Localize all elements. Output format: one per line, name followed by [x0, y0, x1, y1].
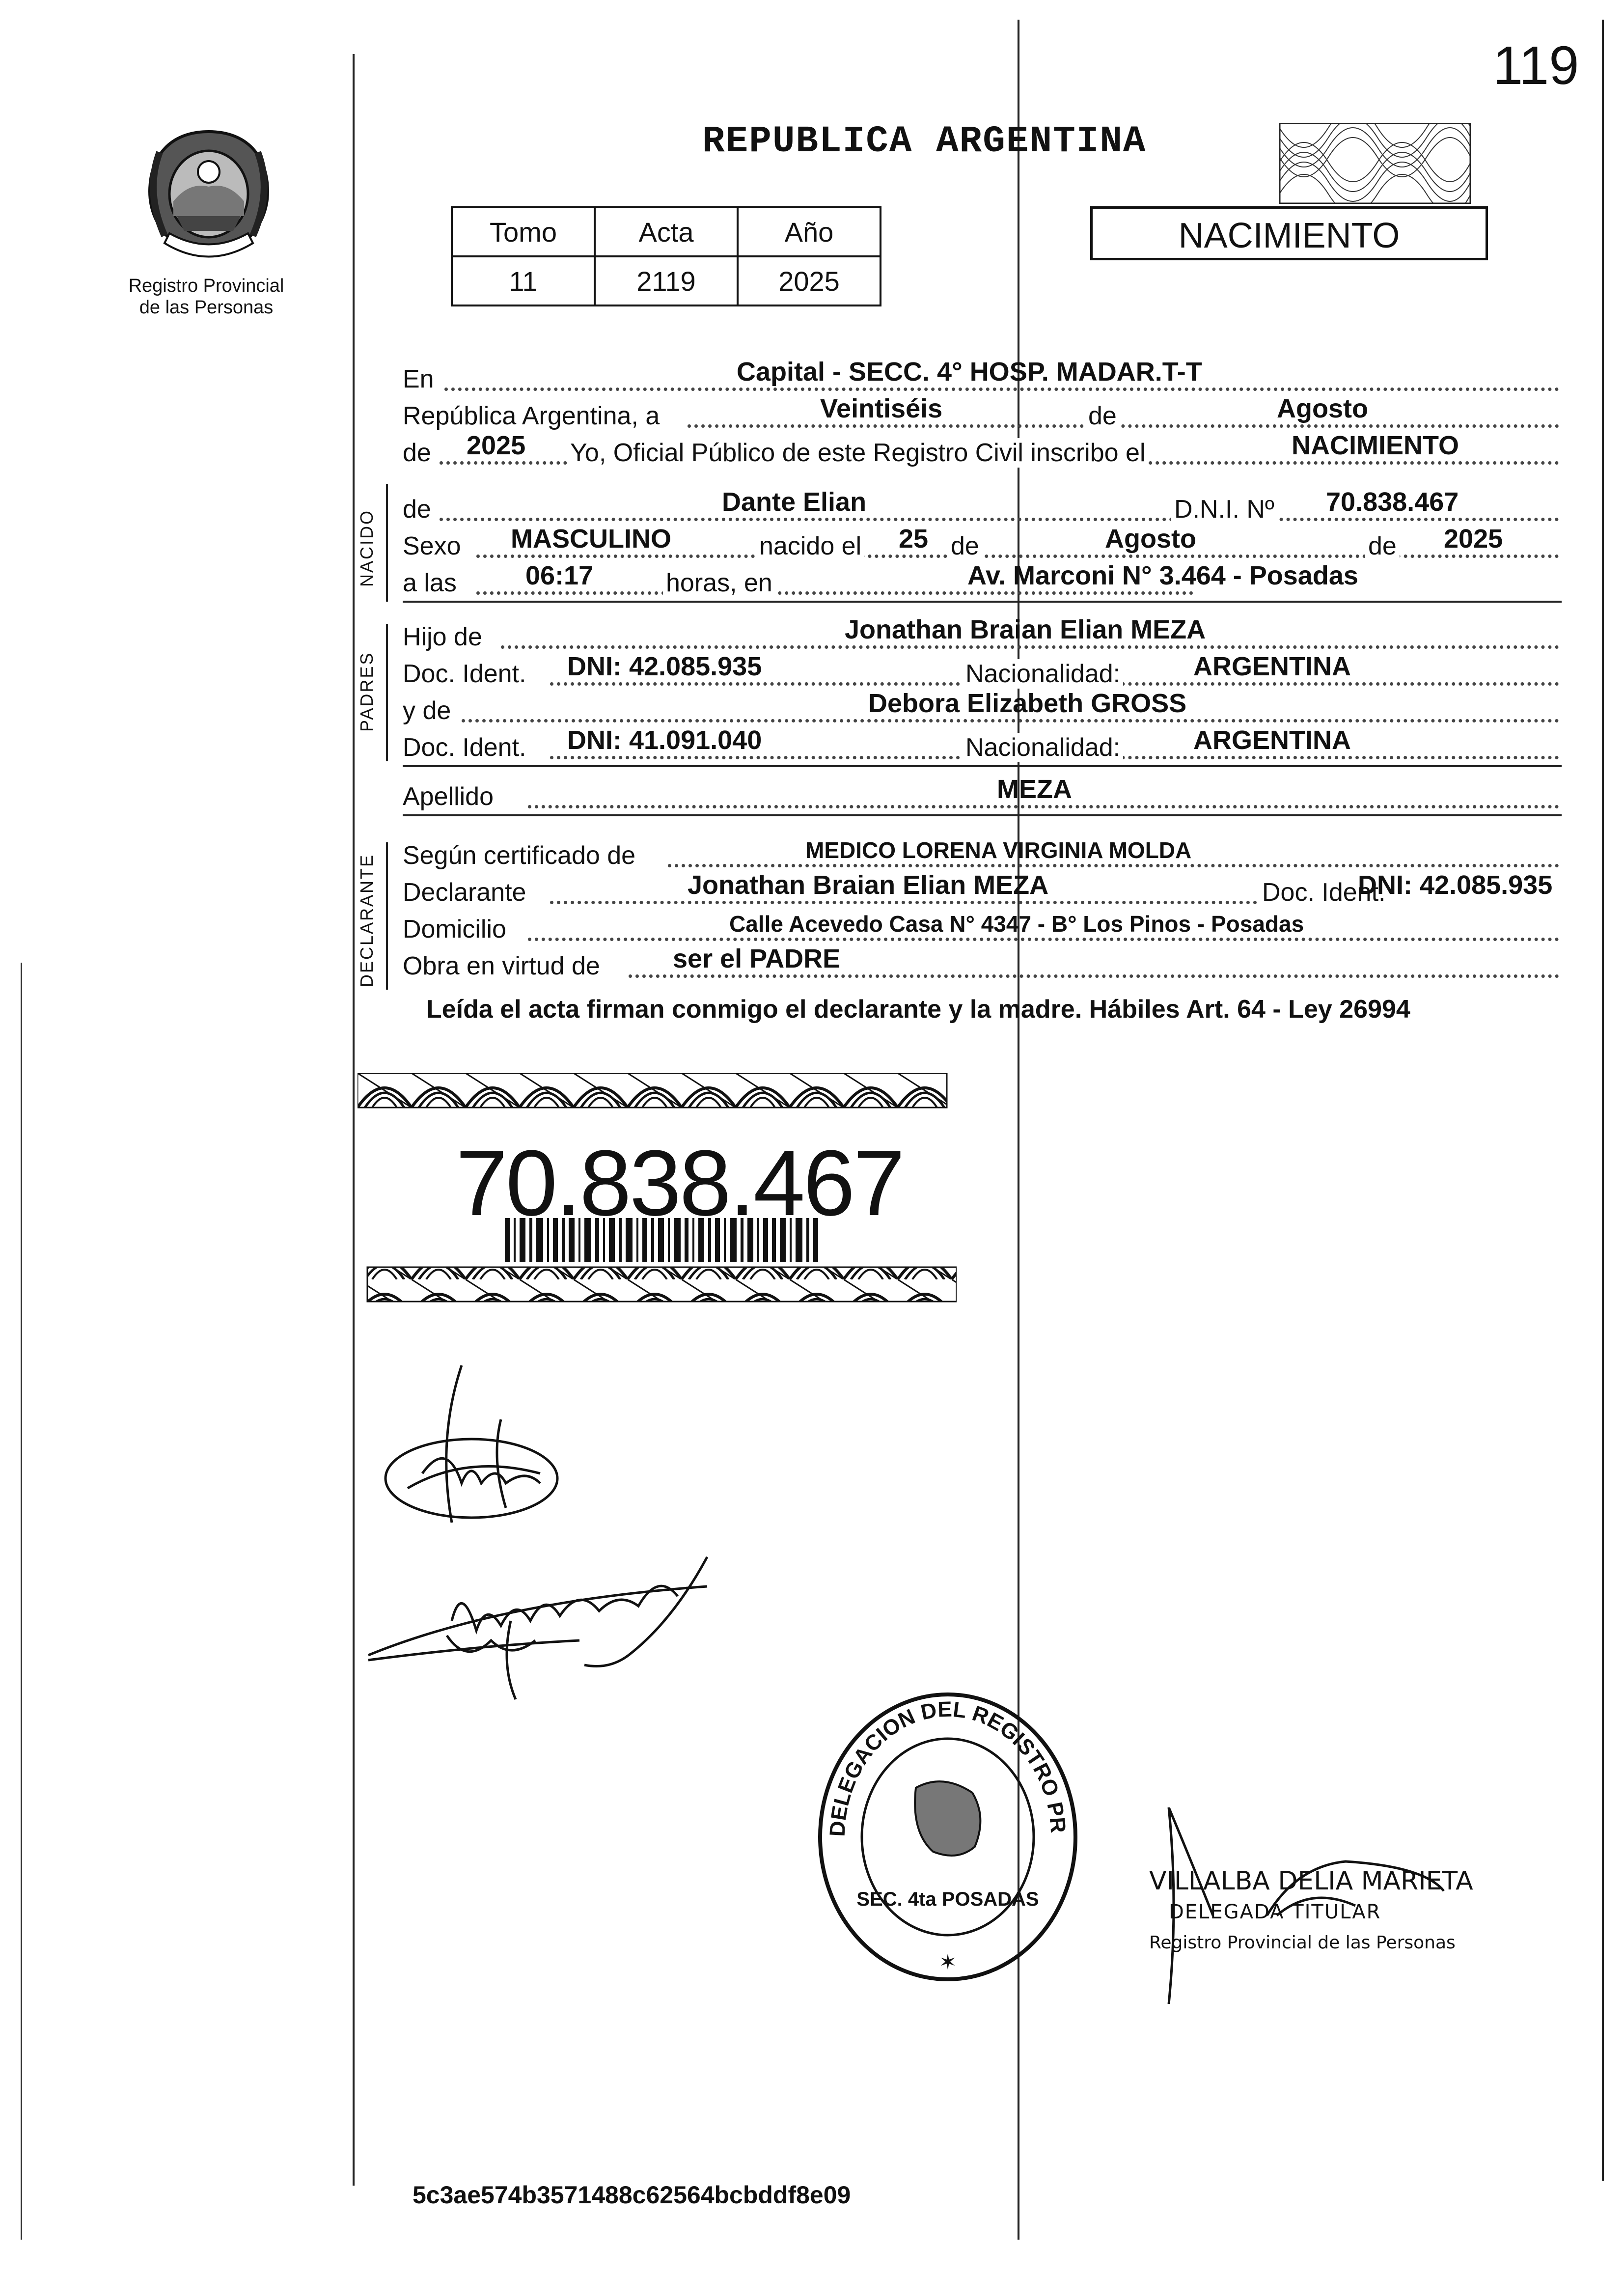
security-pattern	[1279, 123, 1471, 204]
document-title: REPUBLICA ARGENTINA	[702, 120, 1147, 163]
madre-nacionalidad: ARGENTINA	[1193, 725, 1351, 755]
anio-value: 2025	[467, 431, 526, 460]
officer-role: DELEGADA TITULAR	[1169, 1901, 1381, 1923]
stamp-inner-text: SEC. 4ta POSADAS	[856, 1888, 1039, 1910]
de-label-2: de	[403, 439, 431, 467]
row-domicilio	[403, 909, 1562, 948]
nacido-nombre: Dante Elian	[722, 487, 867, 517]
tipo-value: NACIMIENTO	[1292, 431, 1459, 460]
padres-label: PADRES	[357, 651, 377, 732]
en-label: En	[403, 365, 434, 393]
doc-ident-label-2: Doc. Ident.	[403, 733, 526, 762]
svg-text:✶: ✶	[938, 1950, 957, 1974]
nacido-bar	[386, 484, 388, 602]
sexo-value: MASCULINO	[511, 524, 671, 554]
certificado-label: Según certificado de	[403, 841, 636, 870]
row-declarante	[403, 872, 1562, 911]
dni-label: D.N.I. Nº	[1171, 495, 1277, 524]
row-en	[403, 359, 1562, 398]
officer-org: Registro Provincial de las Personas	[1149, 1933, 1456, 1953]
row-certificado	[403, 835, 1562, 874]
yo-text: Yo, Oficial Público de este Registro Civil inscribo el	[567, 438, 1149, 468]
padre-nombre: Jonathan Braian Elian MEZA	[845, 615, 1206, 644]
stamp-outer-text: DELEGACION DEL REGISTRO PR	[825, 1697, 1071, 1837]
de-label-3: de	[948, 531, 982, 561]
nacionalidad-label: Nacionalidad:	[963, 659, 1123, 689]
mother-signature	[354, 1542, 796, 1704]
nacido-el-label: nacido el	[756, 531, 864, 561]
apellido-value: MEZA	[997, 775, 1072, 804]
anio-header: Año	[738, 207, 881, 256]
document-hash: 5c3ae574b3571488c62564bcbddf8e09	[413, 2181, 851, 2209]
madre-nombre: Debora Elizabeth GROSS	[868, 689, 1187, 718]
row-nacido-hora	[403, 562, 1562, 602]
republica-label: República Argentina, a	[403, 402, 660, 430]
record-table	[451, 206, 881, 306]
declarante-label-text: Declarante	[403, 878, 526, 907]
row-yo	[403, 432, 1562, 472]
obra-value: ser el PADRE	[673, 944, 841, 973]
de-label: de	[403, 495, 431, 524]
y-de-label: y de	[403, 696, 451, 725]
edge-mark	[21, 963, 22, 2240]
row-nacido-nombre	[403, 489, 1562, 528]
padre-nacionalidad: ARGENTINA	[1193, 652, 1351, 681]
horas-en-label: horas, en	[663, 568, 775, 598]
obra-label: Obra en virtud de	[403, 952, 600, 980]
row-apellido	[403, 776, 1562, 815]
domicilio-label: Domicilio	[403, 915, 506, 943]
dni-barcode-label	[358, 1073, 957, 1304]
row-obra	[403, 945, 1562, 985]
acta-value: 2119	[595, 256, 738, 305]
row-republica	[403, 395, 1562, 435]
mes-value: Agosto	[1277, 394, 1368, 423]
logo-caption: Registro Provincial de las Personas	[128, 276, 284, 318]
tomo-header: Tomo	[452, 207, 595, 256]
official-stamp	[810, 1690, 1085, 1984]
declarante-label: DECLARANTE	[357, 853, 377, 987]
sexo-label: Sexo	[403, 532, 461, 560]
declarante-doc: DNI: 42.085.935	[1358, 870, 1553, 900]
declarant-signature	[378, 1360, 584, 1542]
barcode-number: 70.838.467	[456, 1131, 903, 1235]
madre-doc: DNI: 41.091.040	[567, 725, 762, 755]
tomo-value: 11	[452, 256, 595, 305]
hora-value: 06:17	[525, 561, 594, 590]
dia-value: Veintiséis	[820, 394, 943, 423]
domicilio-value: Calle Acevedo Casa N° 4347 - B° Los Pinos - Posadas	[729, 911, 1304, 937]
closing-statement: Leída el acta firman conmigo el declarante y la madre. Hábiles Art. 64 - Ley 26994	[426, 995, 1410, 1024]
row-padre-doc	[403, 653, 1562, 693]
row-nacido-sexo	[403, 526, 1562, 565]
left-margin-line	[353, 54, 355, 2186]
officer-name: VILLALBA DELIA MARIETA	[1149, 1866, 1473, 1896]
anio-value: 2025	[738, 256, 881, 305]
padres-bar	[386, 624, 388, 761]
row-hijo-de	[403, 616, 1562, 656]
declarante-bar	[386, 842, 388, 990]
de-label-4: de	[1365, 531, 1400, 561]
doc-ident-label: Doc. Ident.	[403, 660, 526, 688]
right-margin-line	[1602, 20, 1604, 2181]
a-las-label: a las	[403, 569, 457, 597]
record-type-box: NACIMIENTO	[1090, 206, 1488, 260]
nacionalidad-label-2: Nacionalidad:	[963, 733, 1123, 762]
declarante-doc-label: Doc. Ident.	[1262, 878, 1386, 907]
apellido-label: Apellido	[403, 782, 494, 811]
page-number: 119	[1493, 35, 1579, 96]
declarante-nombre: Jonathan Braian Elian MEZA	[688, 870, 1049, 900]
row-madre-doc	[403, 727, 1562, 766]
nacido-dia: 25	[899, 524, 929, 554]
certificado-value: MEDICO LORENA VIRGINIA MOLDA	[805, 837, 1192, 863]
nacido-mes: Agosto	[1105, 524, 1196, 554]
nacido-anio: 2025	[1444, 524, 1503, 554]
padre-doc: DNI: 42.085.935	[567, 652, 762, 681]
de-label: de	[1085, 401, 1120, 431]
lugar-value: Capital - SECC. 4° HOSP. MADAR.T-T	[737, 357, 1202, 387]
nacido-lugar: Av. Marconi N° 3.464 - Posadas	[967, 561, 1358, 590]
row-y-de	[403, 690, 1562, 729]
nacido-dni: 70.838.467	[1326, 487, 1459, 517]
acta-header: Acta	[595, 207, 738, 256]
nacido-label: NACIDO	[357, 509, 377, 587]
province-seal-logo	[130, 123, 287, 270]
hijo-de-label: Hijo de	[403, 623, 482, 651]
